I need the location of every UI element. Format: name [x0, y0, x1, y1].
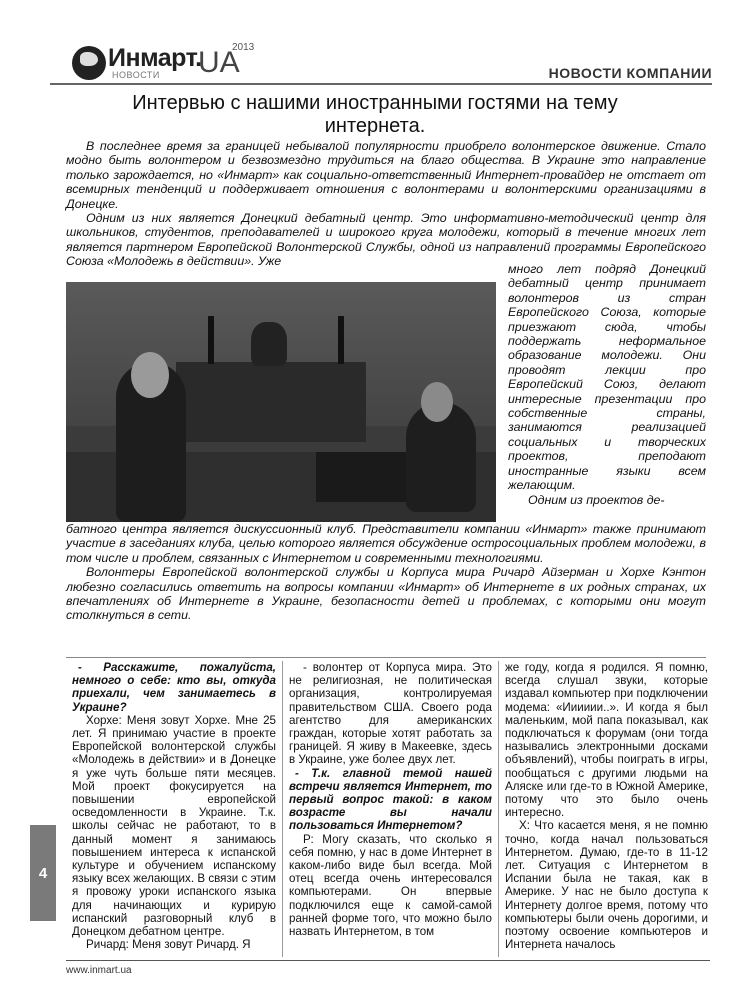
columns-divider	[66, 657, 706, 658]
article-photo	[66, 282, 496, 522]
logo-ua: UA	[198, 46, 240, 79]
intro-text	[66, 139, 706, 269]
beside-photo-text	[508, 262, 706, 507]
interview-columns	[66, 661, 714, 957]
after-paragraph: батного центра является дискуссионный клуб. Представители компании «Инмарт» также принимают участие в заседаниях клуба, целью которого является обсуждение остросоциальных проблем молодежи, в том числе и проблем, связанных с Интернетом и современными технологиями.	[66, 522, 706, 565]
after-paragraph: Волонтеры Европейской волонтерской службы и Корпуса мира Ричард Айзерман и Хорхе Кэнтон любезно согласились ответить на вопросы компании «Инмарт» об Интернете в их родных странах, их впечатлениях об Интернете в Украине, безопасности детей и проблемах, с которыми они могут столкнуться в сети.	[66, 565, 706, 623]
logo-word: Инмарт.	[108, 44, 202, 72]
beside-paragraph-2: Одним из проектов де-	[528, 492, 665, 507]
photo-person-right-head	[421, 382, 453, 422]
brand-logo	[72, 42, 272, 88]
article-title: Интервью с нашими иностранными гостями на тему интернета.	[132, 92, 618, 137]
photo-candle	[208, 316, 214, 364]
header-divider	[50, 83, 712, 85]
answer: Х: Что касается меня, я не помню точно, когда начал пользоваться Интернетом. Думаю, где-то в 11-12 лет. Ситуация с Интернетом в Испании была не такая, как в Америке. У нас не было доступа к Интернету долгое время, потому что компьютеры были очень дорогими, и поэтому освоение компьютеров и Интернета началось	[505, 819, 708, 952]
page-number: 4	[30, 825, 56, 921]
footer-url: www.inmart.ua	[66, 965, 132, 976]
question: - Расскажите, пожалуйста, немного о себе: кто вы, откуда приехали, чем занимаетесь в Украине?	[72, 661, 276, 714]
column-3	[498, 661, 714, 957]
beside-paragraph: много лет подряд Донецкий дебатный центр принимает волонтеров из стран Европейского Союза, которые приезжают сюда, чтобы поддержать неформальное образование молодежи. Они проводят лекции про Европейский Союз, делают интересные презентации про собственные страны, занимаются реализацией социальных и творческих проектов, преподают иностранные языки всем желающим.	[508, 262, 706, 493]
footer-divider	[66, 960, 710, 961]
answer: Хорхе: Меня зовут Хорхе. Мне 25 лет. Я принимаю участие в проекте Европейской волонтерской службы «Молодежь в действии» и в Донецке я уже чуть больше пяти месяцев. Мой проект фокусируется на повышении европейской осведомленности в Украине. Т.к. школы сейчас не работают, то в данный момент я занимаюсь повышением интереса к испанской культуре и обучением испанскому языку всех желающих. В связи с этим я провожу уроки испанского языка для начинающих и курирую испанский разговорный клуб в Донецком дебатном центре.	[72, 713, 276, 939]
photo-fireplace	[176, 362, 366, 442]
photo-person-left-head	[131, 352, 169, 398]
photo-vase	[251, 322, 287, 366]
photo-candle	[338, 316, 344, 364]
answer: Р: Могу сказать, что сколько я себя помню, у нас в доме Интернет в каком-либо виде был всегда. Мой отец всегда очень интересовался компьютерами. Он впервые подключился еще к самой-самой ранней форме того, что можно было назвать Интернетом, в том	[289, 832, 492, 939]
section-title: НОВОСТИ КОМПАНИИ	[548, 65, 712, 81]
answer: - волонтер от Корпуса мира. Это не религиозная, не политическая организация, контролируемая правительством США. Своего рода агентство для американских граждан, которые хотят работать за границей. Я живу в Макеевке, здесь в Украине, уже более двух лет.	[289, 661, 492, 767]
logo-year: 2013	[232, 42, 255, 53]
globe-icon	[72, 46, 106, 80]
logo-subtitle: НОВОСТИ	[112, 70, 160, 80]
intro-paragraph: В последнее время за границей небывалой популярности приобрело волонтерское движение. Стало модно быть волонтером и безвозмездно трудиться на благо общества. В Украине это направление только зарождается, но «Инмарт» как социально-ответственный Интернет-провайдер не отстает от всемирных тенденций и поддерживает отношения с волонтерами и волонтерскими организациями в Донецке.	[66, 139, 706, 211]
after-photo-text	[66, 522, 706, 623]
question: - Т.к. главной темой нашей встречи является Интернет, то первый вопрос такой: в каком возрасте вы начали пользоваться Интернетом?	[289, 766, 492, 833]
intro-paragraph: Одним из них является Донецкий дебатный центр. Это информативно-методический центр для школьников, студентов, преподавателей и широкого круга молодежи, который в течение многих лет является партнером Европейской Волонтерской Службы, одной из направлений программы Европейского Союза «Молодежь в действии». Уже	[66, 211, 706, 269]
answer: Ричард: Меня зовут Ричард. Я	[86, 938, 251, 952]
column-1	[66, 661, 282, 957]
column-2	[282, 661, 498, 957]
answer: же году, когда я родился. Я помню, всегда слушал звуки, которые издавал компьютер при подключении модема: «Ииииии..». И когда я был маленьким, мой папа показывал, как подключаться к форумам (они тогда назывались электронными досками объявлений), чтобы поиграть в игры, пообщаться с другими людьми на Аляске или где-то в Южной Америке, потому что это было очень интересно.	[505, 661, 708, 820]
